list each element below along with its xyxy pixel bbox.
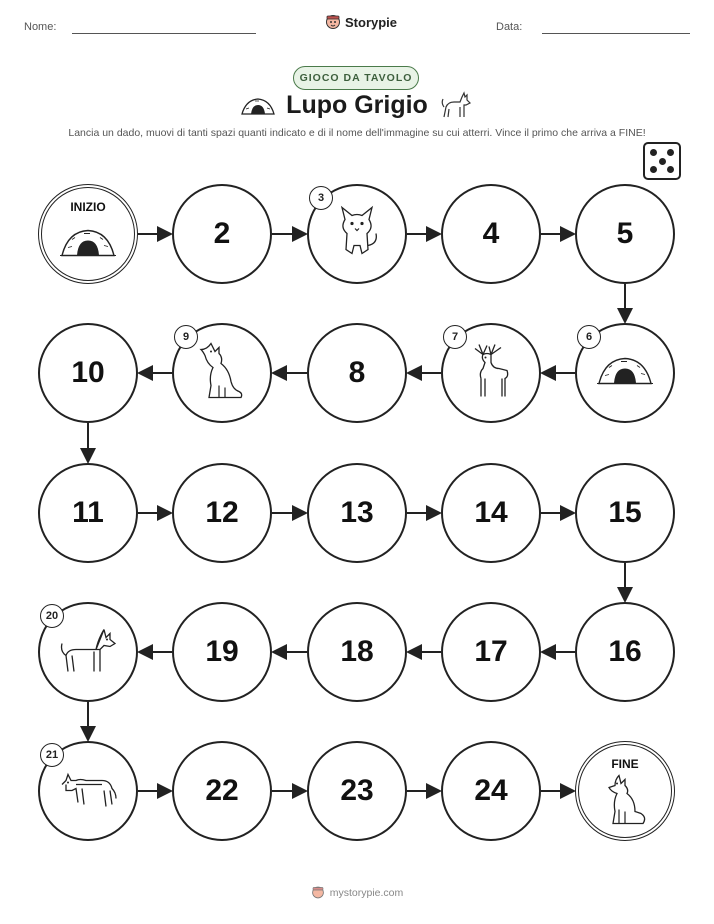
board-space-5 [575, 184, 675, 284]
cave-icon [60, 228, 116, 263]
space-number: 10 [71, 356, 105, 389]
board-space-2 [172, 184, 272, 284]
board-space-24 [441, 741, 541, 841]
space-number-tag: 20 [40, 604, 64, 628]
board-space-23 [307, 741, 407, 841]
name-label: Nome: [24, 21, 57, 33]
space-number: 18 [340, 635, 374, 668]
space-number: 12 [205, 496, 239, 529]
board-space-19 [172, 602, 272, 702]
space-number: 2 [213, 217, 231, 250]
board-space-14 [441, 463, 541, 563]
board-space-18 [307, 602, 407, 702]
space-number: 11 [72, 496, 104, 529]
deer-icon [469, 343, 513, 404]
space-number: 13 [340, 496, 374, 529]
space-number-tag: 7 [443, 325, 467, 349]
wolf-pup-icon [332, 206, 382, 263]
sitting-wolf-icon [601, 772, 649, 833]
board-space-16 [575, 602, 675, 702]
space-number-tag: 3 [309, 186, 333, 210]
footer-site: mystorypie.com [329, 886, 404, 899]
board-space-11 [38, 463, 138, 563]
storypie-mascot-icon [311, 885, 325, 900]
board-space-fine [575, 741, 675, 841]
space-number: 14 [474, 496, 508, 529]
board-space-15 [575, 463, 675, 563]
space-number: 16 [608, 635, 642, 668]
space-number-tag: 9 [174, 325, 198, 349]
space-number: 19 [205, 635, 239, 668]
board-space-10 [38, 323, 138, 423]
space-number: 22 [205, 774, 239, 807]
space-number: 4 [482, 217, 500, 250]
space-number-tag: 21 [40, 743, 64, 767]
cave-icon [597, 356, 653, 391]
space-label: FINE [611, 757, 639, 771]
space-number: 15 [608, 496, 642, 529]
board-space-13 [307, 463, 407, 563]
board-space-8 [307, 323, 407, 423]
board-space-inizio [38, 184, 138, 284]
space-number: 23 [340, 774, 374, 807]
footer [0, 885, 714, 900]
space-number: 24 [474, 774, 508, 807]
brand-name: Storypie [345, 14, 398, 30]
space-number-tag: 6 [577, 325, 601, 349]
space-number: 8 [348, 356, 366, 389]
board-space-4 [441, 184, 541, 284]
page-title: Lupo Grigio [286, 91, 428, 119]
space-label: INIZIO [70, 200, 106, 214]
space-number: 5 [616, 217, 634, 250]
standing-wolf-icon [60, 626, 116, 679]
board-space-17 [441, 602, 541, 702]
prowling-wolf-icon [58, 769, 118, 814]
date-label: Data: [496, 21, 523, 33]
howling-wolf-icon [199, 342, 245, 405]
board-space-22 [172, 741, 272, 841]
instructions-text: Lancia un dado, muovi di tanti spazi quanti indicato e di il nome dell'immagine su cui atterri. Vince il primo che arriva a FINE! [68, 127, 646, 139]
game-type-badge: GIOCO DA TAVOLO [293, 66, 419, 90]
board-space-12 [172, 463, 272, 563]
space-number: 17 [474, 635, 508, 668]
